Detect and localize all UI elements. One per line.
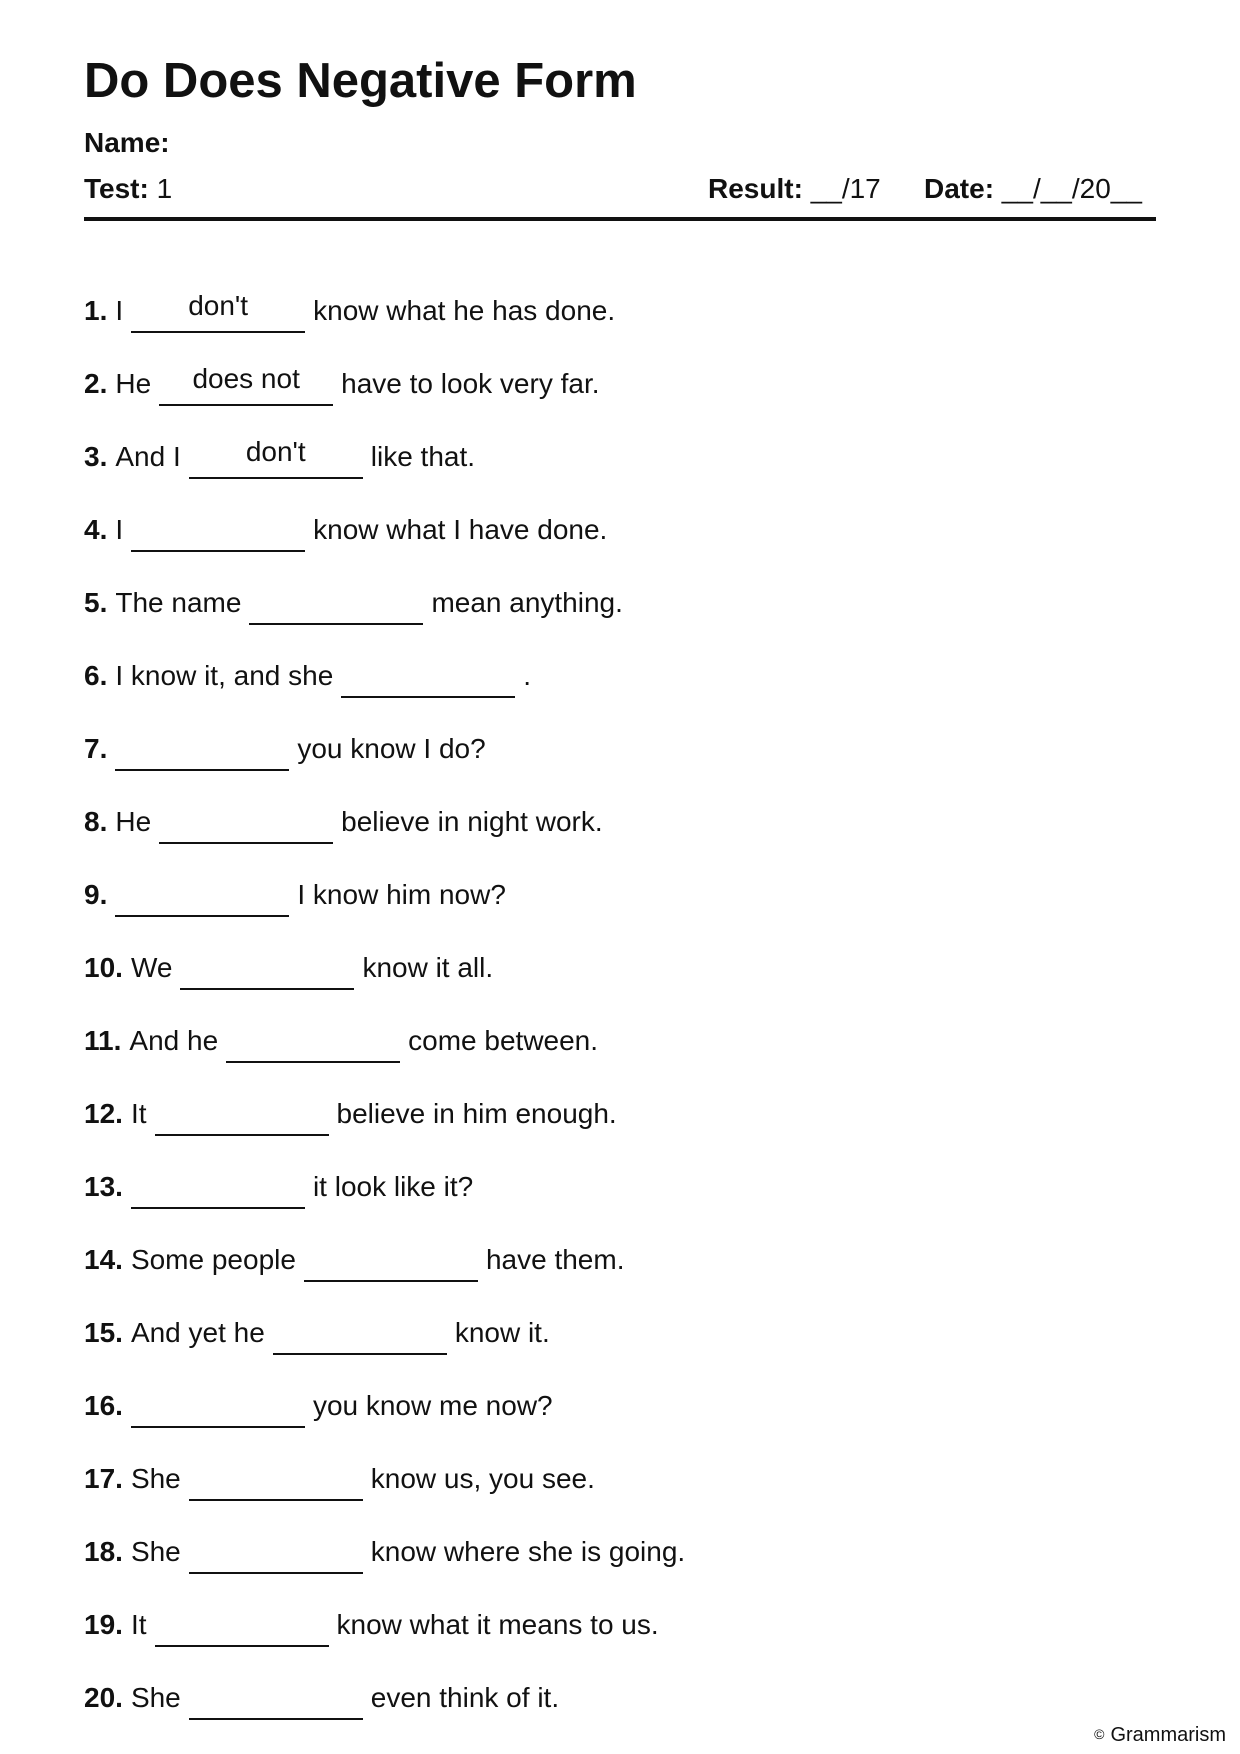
answer-blank[interactable] bbox=[155, 1100, 329, 1136]
answer-text: does not bbox=[192, 363, 300, 394]
question-text-after: know it all. bbox=[362, 952, 494, 983]
question-item bbox=[84, 402, 685, 475]
question-item bbox=[84, 475, 685, 548]
question-text-before: It bbox=[130, 1609, 147, 1640]
question-text-after: know us, you see. bbox=[370, 1463, 595, 1494]
answer-blank[interactable] bbox=[304, 1246, 478, 1282]
result-score: __/17 bbox=[810, 173, 881, 204]
question-item bbox=[84, 1643, 685, 1716]
question-item bbox=[84, 1278, 685, 1351]
question-item bbox=[84, 1059, 685, 1132]
question-item bbox=[84, 329, 685, 402]
question-text-after: even think of it. bbox=[370, 1682, 560, 1713]
question-text-before: And I bbox=[115, 441, 181, 472]
question-text-after: I know him now? bbox=[297, 879, 506, 910]
question-text-before: And yet he bbox=[130, 1317, 265, 1348]
copyright-notice bbox=[1094, 1722, 1226, 1747]
result-label: Result: bbox=[708, 173, 803, 204]
answer-text: don't bbox=[245, 436, 306, 467]
question-text-before: She bbox=[130, 1463, 181, 1494]
answer-blank[interactable] bbox=[189, 436, 363, 479]
question-text-before: And he bbox=[129, 1025, 219, 1056]
question-text-after: you know I do? bbox=[297, 733, 486, 764]
question-item bbox=[84, 1497, 685, 1570]
question-number: 2. bbox=[84, 368, 108, 399]
question-number: 6. bbox=[84, 660, 108, 691]
question-item bbox=[84, 1132, 685, 1205]
test-info bbox=[84, 172, 172, 206]
date-label: Date: bbox=[924, 173, 995, 204]
question-item bbox=[84, 621, 685, 694]
question-item bbox=[84, 840, 685, 913]
question-text-after: you know me now? bbox=[312, 1390, 553, 1421]
question-number: 3. bbox=[84, 441, 108, 472]
question-list bbox=[84, 256, 685, 1716]
answer-blank[interactable] bbox=[180, 954, 354, 990]
question-item bbox=[84, 256, 685, 329]
question-text-before: The name bbox=[115, 587, 242, 618]
question-text-before: I know it, and she bbox=[115, 660, 334, 691]
answer-blank[interactable] bbox=[155, 1611, 329, 1647]
question-number: 9. bbox=[84, 879, 108, 910]
question-text-before: I bbox=[115, 295, 124, 326]
question-item bbox=[84, 913, 685, 986]
question-item bbox=[84, 694, 685, 767]
question-number: 4. bbox=[84, 514, 108, 545]
answer-blank[interactable] bbox=[159, 363, 333, 406]
question-item bbox=[84, 1351, 685, 1424]
copyright-text: Grammarism bbox=[1110, 1724, 1226, 1746]
question-text-after: know what he has done. bbox=[313, 295, 616, 326]
question-number: 10. bbox=[84, 952, 123, 983]
question-number: 15. bbox=[84, 1317, 123, 1348]
date-info bbox=[924, 172, 1142, 206]
result-info bbox=[708, 172, 881, 206]
question-text-after: believe in night work. bbox=[341, 806, 603, 837]
question-text-after: have to look very far. bbox=[341, 368, 600, 399]
copyright-icon: © bbox=[1094, 1726, 1105, 1742]
question-text-after: come between. bbox=[408, 1025, 599, 1056]
answer-blank[interactable] bbox=[115, 735, 289, 771]
question-item bbox=[84, 1205, 685, 1278]
question-text-before: He bbox=[115, 806, 152, 837]
question-text-after: like that. bbox=[370, 441, 476, 472]
question-number: 8. bbox=[84, 806, 108, 837]
header-divider bbox=[84, 217, 1156, 221]
answer-blank[interactable] bbox=[226, 1027, 400, 1063]
answer-blank[interactable] bbox=[189, 1538, 363, 1574]
answer-blank[interactable] bbox=[273, 1319, 447, 1355]
question-text-before: We bbox=[130, 952, 173, 983]
question-text-before: She bbox=[130, 1682, 181, 1713]
answer-blank[interactable] bbox=[159, 808, 333, 844]
question-text-before: He bbox=[115, 368, 152, 399]
test-label: Test: bbox=[84, 173, 149, 204]
question-item bbox=[84, 767, 685, 840]
question-text-after: . bbox=[523, 660, 532, 691]
answer-blank[interactable] bbox=[131, 516, 305, 552]
answer-text: don't bbox=[188, 290, 249, 321]
answer-blank[interactable] bbox=[189, 1684, 363, 1720]
question-number: 7. bbox=[84, 733, 108, 764]
question-text-before: Some people bbox=[130, 1244, 296, 1275]
question-number: 18. bbox=[84, 1536, 123, 1567]
answer-blank[interactable] bbox=[115, 881, 289, 917]
question-text-before: She bbox=[130, 1536, 181, 1567]
question-text-after: know where she is going. bbox=[370, 1536, 686, 1567]
question-item bbox=[84, 548, 685, 621]
question-text-after: know what I have done. bbox=[313, 514, 608, 545]
question-number: 1. bbox=[84, 295, 108, 326]
question-text-before: It bbox=[130, 1098, 147, 1129]
question-number: 11. bbox=[84, 1025, 122, 1056]
answer-blank[interactable] bbox=[341, 662, 515, 698]
question-number: 17. bbox=[84, 1463, 123, 1494]
question-item bbox=[84, 1424, 685, 1497]
page-title: Do Does Negative Form bbox=[84, 54, 637, 108]
question-text-after: it look like it? bbox=[312, 1171, 474, 1202]
answer-blank[interactable] bbox=[249, 589, 423, 625]
question-number: 20. bbox=[84, 1682, 123, 1713]
question-text-after: know what it means to us. bbox=[336, 1609, 659, 1640]
question-number: 13. bbox=[84, 1171, 123, 1202]
name-label: Name: bbox=[84, 127, 170, 158]
answer-blank[interactable] bbox=[131, 1392, 305, 1428]
question-item bbox=[84, 1570, 685, 1643]
question-number: 16. bbox=[84, 1390, 123, 1421]
test-number: 1 bbox=[156, 173, 173, 204]
question-number: 19. bbox=[84, 1609, 123, 1640]
question-number: 14. bbox=[84, 1244, 123, 1275]
answer-blank[interactable] bbox=[131, 1173, 305, 1209]
question-text-after: have them. bbox=[485, 1244, 625, 1275]
question-text-after: believe in him enough. bbox=[336, 1098, 617, 1129]
question-text-after: know it. bbox=[454, 1317, 550, 1348]
question-number: 5. bbox=[84, 587, 108, 618]
question-text-after: mean anything. bbox=[431, 587, 623, 618]
answer-blank[interactable] bbox=[131, 290, 305, 333]
question-number: 12. bbox=[84, 1098, 123, 1129]
answer-blank[interactable] bbox=[189, 1465, 363, 1501]
date-value: __/__/20__ bbox=[1001, 173, 1142, 204]
question-text-before: I bbox=[115, 514, 124, 545]
question-item bbox=[84, 986, 685, 1059]
